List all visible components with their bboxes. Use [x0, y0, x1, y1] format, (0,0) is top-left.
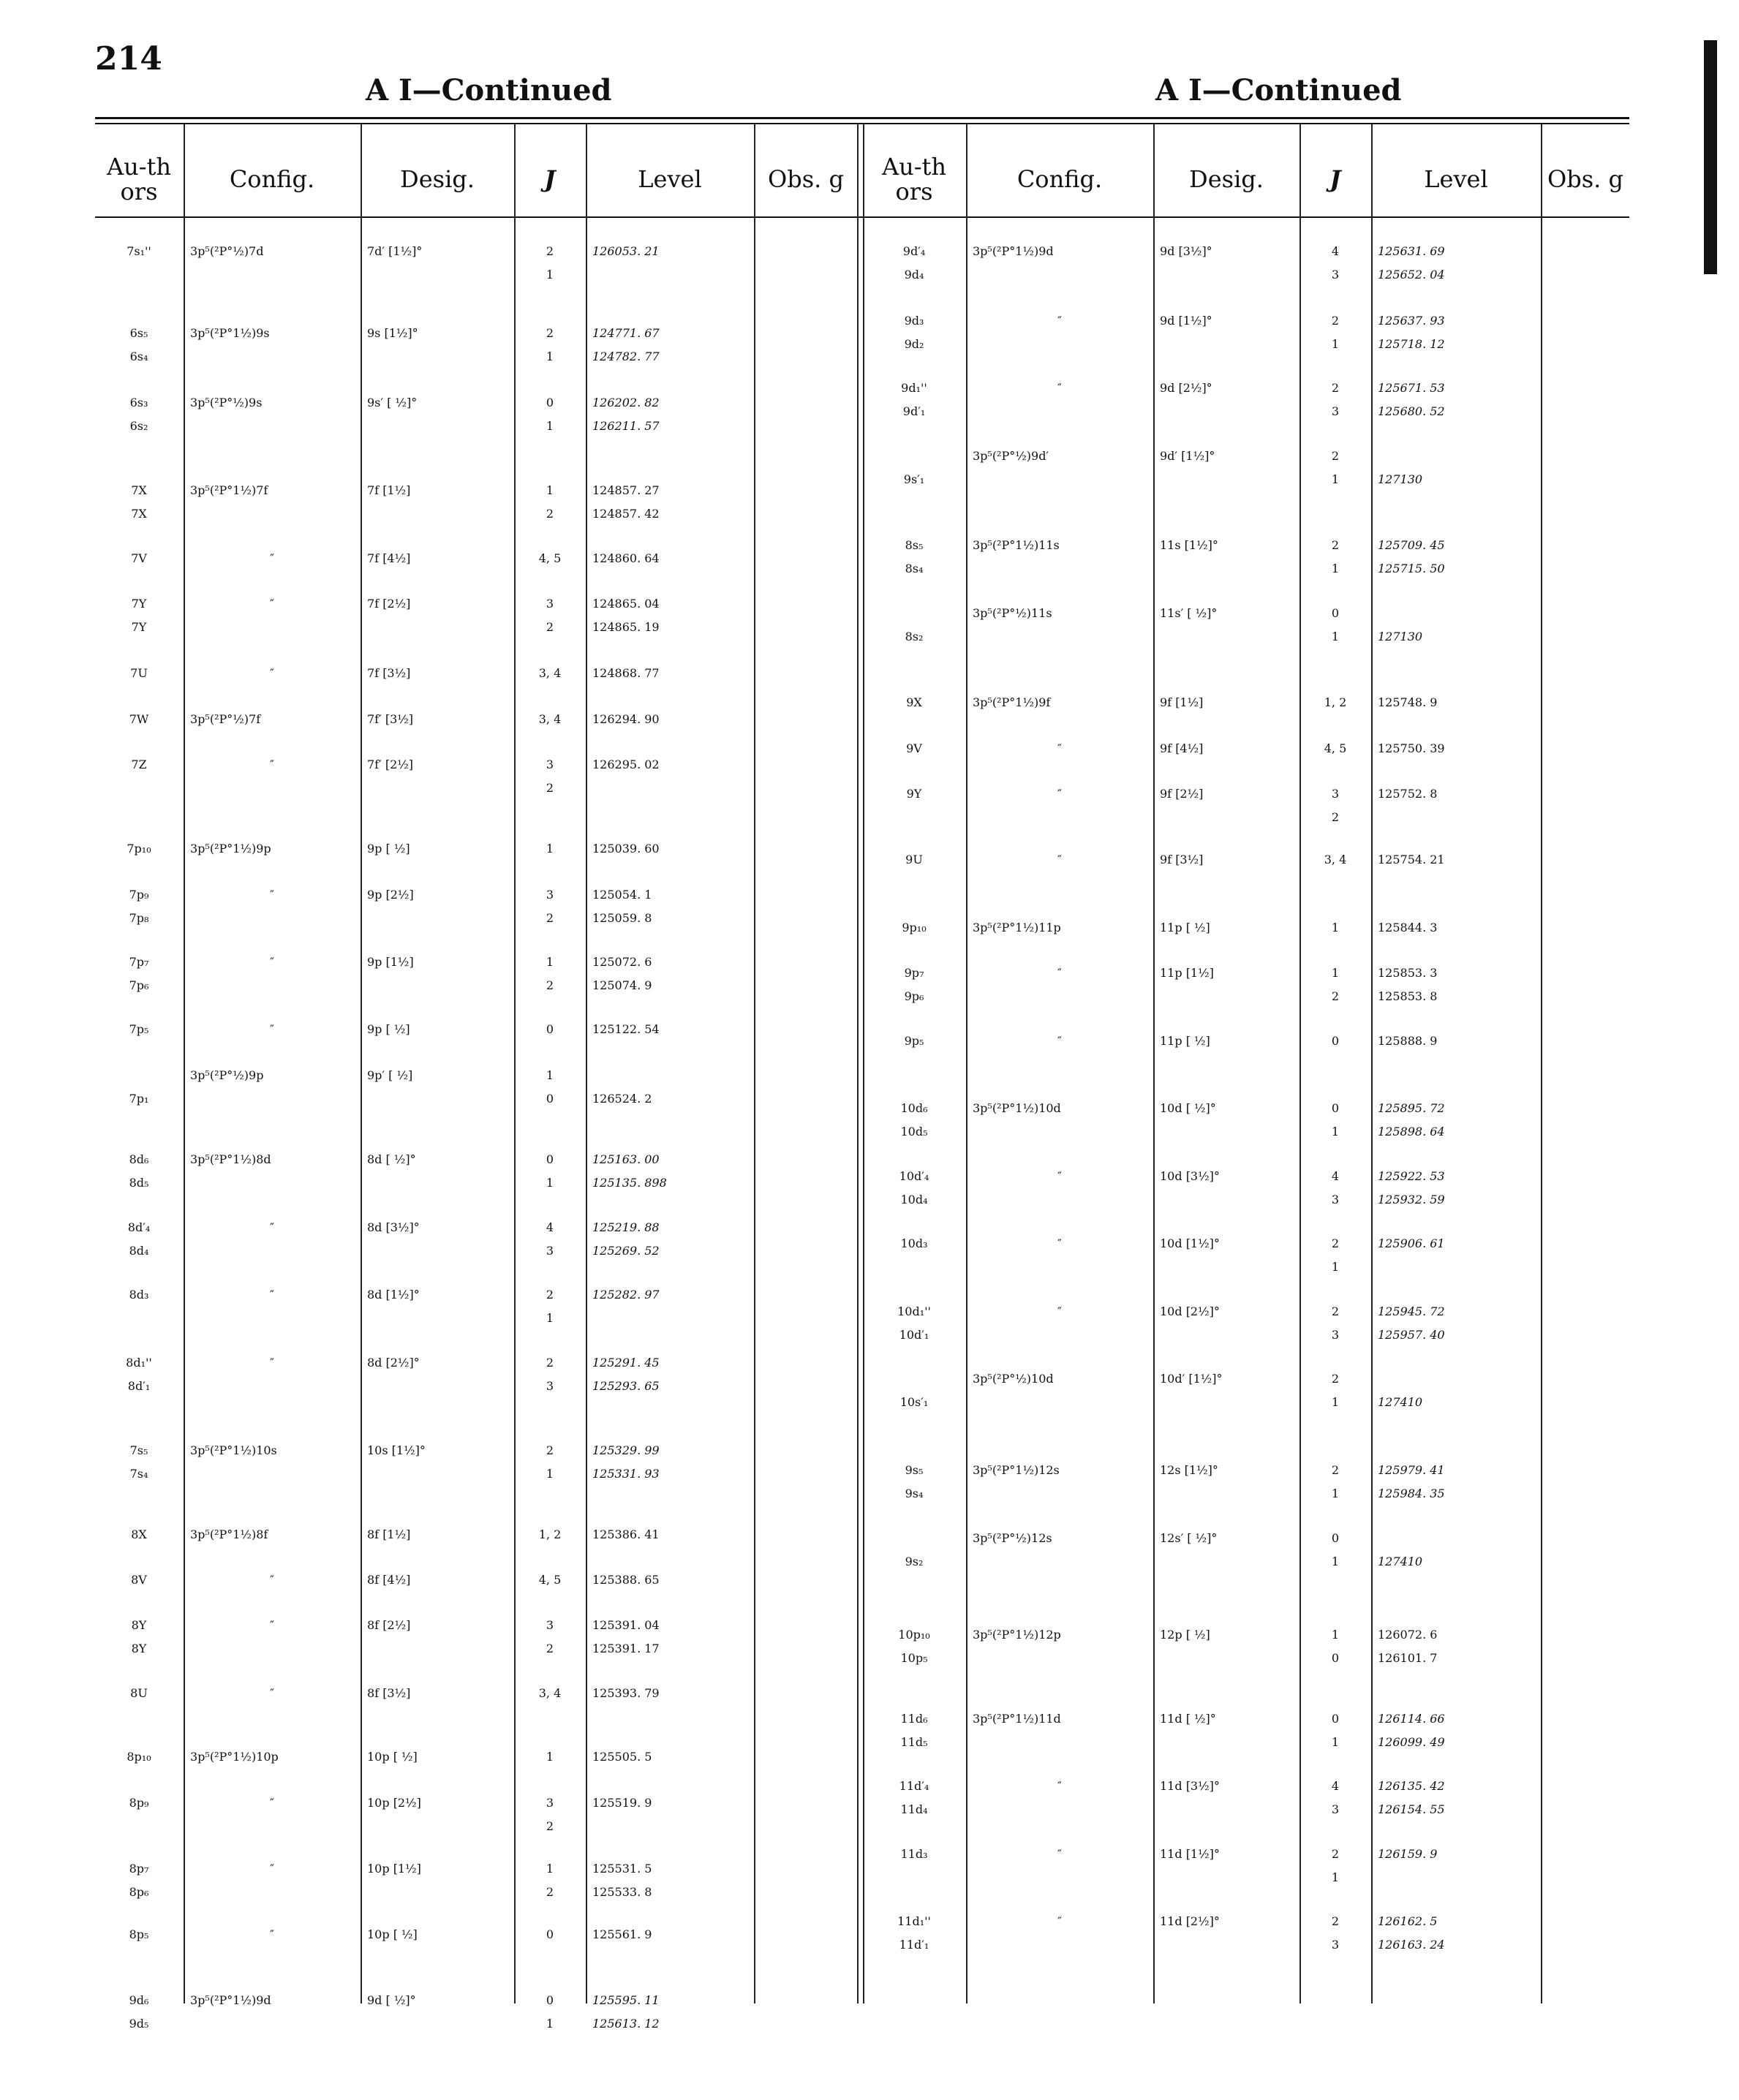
row-left-9-desig: 9p [ ½]: [367, 842, 410, 856]
row-right-12-authors: 9p₅: [904, 1034, 924, 1048]
row-left-4-desig: 7f [4½]: [367, 551, 411, 565]
row-left-22-level: 125393. 79: [592, 1686, 660, 1700]
row-right-10-desig: 11p [ ½]: [1160, 921, 1210, 934]
row-left-15-authors: 8d′₄ 8d₄: [127, 1220, 151, 1258]
row-right-7-j: 4, 5: [1324, 741, 1347, 755]
column-divider-right-0: [966, 124, 967, 2003]
row-left-1-j: 2 1: [546, 326, 554, 363]
row-left-3-desig: 7f [1½]: [367, 483, 411, 497]
row-left-27-authors: 9d₆ 9d₅: [129, 1993, 149, 2031]
column-divider-right-3: [1371, 124, 1373, 2003]
row-left-0-j: 2 1: [546, 244, 554, 282]
row-left-23-level: 125505. 5: [592, 1750, 652, 1764]
header-right-3: J: [1329, 165, 1341, 193]
row-right-17-config: 3p⁵(²P°½)10d: [973, 1372, 1054, 1386]
row-left-4-level: 124860. 64: [592, 551, 660, 565]
row-right-12-level: 125888. 9: [1378, 1034, 1438, 1048]
row-left-22-config: ″: [270, 1686, 274, 1700]
row-left-20-authors: 8V: [131, 1573, 147, 1587]
row-left-16-config: ″: [270, 1288, 274, 1302]
row-right-17-j: 2 1: [1331, 1372, 1340, 1409]
row-left-26-desig: 10p [ ½]: [367, 1927, 418, 1941]
row-right-20-level: 126072. 6 126101. 7: [1378, 1628, 1438, 1665]
row-right-10-level: 125844. 3: [1378, 921, 1438, 934]
row-right-15-desig: 10d [1½]°: [1160, 1236, 1220, 1250]
row-left-1-level: 124771. 67 124782. 77: [592, 326, 660, 363]
row-right-15-config: ″: [1057, 1236, 1062, 1250]
row-right-7-authors: 9V: [906, 741, 922, 755]
row-right-8-config: ″: [1057, 787, 1062, 801]
row-right-19-desig: 12s′ [ ½]°: [1160, 1531, 1218, 1545]
row-right-13-j: 0 1: [1331, 1101, 1340, 1138]
row-right-8-authors: 9Y: [906, 787, 922, 801]
row-right-18-level: 125979. 41 125984. 35: [1378, 1463, 1445, 1500]
row-right-12-j: 0: [1331, 1034, 1340, 1048]
header-left-4: Level: [638, 165, 702, 193]
row-left-18-authors: 7s₅ 7s₄: [129, 1443, 148, 1481]
row-left-9-level: 125039. 60: [592, 842, 660, 856]
row-left-12-j: 0: [546, 1022, 554, 1036]
row-right-4-config: 3p⁵(²P°1½)11s: [973, 538, 1060, 552]
row-left-2-config: 3p⁵(²P°½)9s: [190, 396, 263, 409]
row-right-0-authors: 9d′₄ 9d₄: [902, 244, 926, 282]
row-left-14-config: 3p⁵(²P°1½)8d: [190, 1152, 271, 1166]
row-right-16-config: ″: [1057, 1304, 1062, 1318]
row-left-19-level: 125386. 41: [592, 1527, 660, 1541]
row-left-23-j: 1: [546, 1750, 554, 1764]
row-right-22-desig: 11d [3½]°: [1160, 1779, 1220, 1793]
row-right-6-authors: 9X: [906, 695, 922, 709]
row-left-16-authors: 8d₃: [129, 1288, 149, 1302]
center-divider-1: [857, 124, 859, 2003]
row-left-27-j: 0 1: [546, 1993, 554, 2031]
row-left-19-desig: 8f [1½]: [367, 1527, 411, 1541]
row-left-24-j: 3 2: [546, 1796, 554, 1833]
row-right-14-desig: 10d [3½]°: [1160, 1169, 1220, 1183]
row-left-18-config: 3p⁵(²P°1½)10s: [190, 1443, 277, 1457]
row-left-5-authors: 7Y 7Y: [131, 597, 147, 634]
row-left-9-j: 1: [546, 842, 554, 856]
row-right-14-j: 4 3: [1331, 1169, 1340, 1206]
row-right-17-authors: 10s′₁: [899, 1395, 929, 1409]
row-right-12-desig: 11p [ ½]: [1160, 1034, 1210, 1048]
header-left-2: Desig.: [400, 165, 475, 193]
row-right-20-authors: 10p₁₀ 10p₅: [898, 1628, 930, 1665]
row-left-6-desig: 7f [3½]: [367, 666, 411, 680]
scan-edge-mark: [1704, 40, 1717, 274]
row-right-6-level: 125748. 9: [1378, 695, 1438, 709]
row-left-11-authors: 7p₇ 7p₆: [129, 955, 149, 992]
row-right-5-desig: 11s′ [ ½]°: [1160, 606, 1218, 620]
center-divider-2: [863, 124, 864, 2003]
row-left-10-desig: 9p [2½]: [367, 888, 414, 902]
row-right-1-desig: 9d [1½]°: [1160, 314, 1212, 328]
row-left-1-desig: 9s [1½]°: [367, 326, 418, 340]
row-left-21-config: ″: [270, 1618, 274, 1632]
row-right-21-config: 3p⁵(²P°1½)11d: [973, 1712, 1061, 1726]
row-left-17-config: ″: [270, 1356, 274, 1370]
row-right-14-config: ″: [1057, 1169, 1062, 1183]
row-right-1-config: ″: [1057, 314, 1062, 328]
column-divider-left-2: [514, 124, 516, 2003]
row-right-24-level: 126162. 5 126163. 24: [1378, 1914, 1445, 1952]
row-left-13-level: 126524. 2: [592, 1092, 652, 1106]
column-divider-left-0: [184, 124, 185, 2003]
top-rule-1: [95, 117, 1629, 119]
row-right-3-level: 127130: [1378, 472, 1423, 486]
row-left-1-authors: 6s₅ 6s₄: [129, 326, 148, 363]
row-right-24-desig: 11d [2½]°: [1160, 1914, 1220, 1928]
row-right-15-j: 2 1: [1331, 1236, 1340, 1274]
row-right-9-authors: 9U: [905, 853, 923, 866]
row-left-25-config: ″: [270, 1862, 274, 1876]
row-right-21-authors: 11d₆ 11d₅: [900, 1712, 928, 1749]
row-right-21-level: 126114. 66 126099. 49: [1378, 1712, 1445, 1749]
row-left-3-level: 124857. 27 124857. 42: [592, 483, 660, 521]
row-left-0-authors: 7s₁'': [127, 244, 151, 258]
row-left-16-level: 125282. 97: [592, 1288, 660, 1302]
row-right-1-authors: 9d₃ 9d₂: [904, 314, 924, 351]
row-right-5-config: 3p⁵(²P°½)11s: [973, 606, 1052, 620]
row-right-0-desig: 9d [3½]°: [1160, 244, 1212, 258]
row-right-22-j: 4 3: [1331, 1779, 1340, 1816]
header-right-5: Obs. g: [1547, 165, 1623, 193]
row-right-18-desig: 12s [1½]°: [1160, 1463, 1218, 1477]
row-right-21-desig: 11d [ ½]°: [1160, 1712, 1216, 1726]
row-left-17-j: 2 3: [546, 1356, 554, 1393]
row-right-24-authors: 11d₁'' 11d′₁: [897, 1914, 931, 1952]
row-left-12-desig: 9p [ ½]: [367, 1022, 410, 1036]
row-right-9-config: ″: [1057, 853, 1062, 866]
row-right-15-level: 125906. 61: [1378, 1236, 1445, 1250]
row-left-8-authors: 7Z: [131, 758, 147, 771]
row-left-14-j: 0 1: [546, 1152, 554, 1190]
row-right-0-level: 125631. 69 125652. 04: [1378, 244, 1445, 282]
row-right-7-level: 125750. 39: [1378, 741, 1445, 755]
row-left-19-j: 1, 2: [538, 1527, 562, 1541]
row-right-20-desig: 12p [ ½]: [1160, 1628, 1210, 1642]
row-left-26-level: 125561. 9: [592, 1927, 652, 1941]
row-left-19-authors: 8X: [131, 1527, 147, 1541]
row-right-11-desig: 11p [1½]: [1160, 966, 1214, 980]
row-right-6-j: 1, 2: [1324, 695, 1347, 709]
title-right: A I—Continued: [1155, 73, 1402, 107]
row-right-23-j: 2 1: [1331, 1847, 1340, 1884]
row-right-13-authors: 10d₆ 10d₅: [900, 1101, 928, 1138]
row-left-0-config: 3p⁵(²P°½)7d: [190, 244, 264, 258]
header-right-0: Au-thors: [882, 153, 946, 205]
row-left-22-desig: 8f [3½]: [367, 1686, 411, 1700]
row-left-18-desig: 10s [1½]°: [367, 1443, 426, 1457]
row-right-11-level: 125853. 3 125853. 8: [1378, 966, 1438, 1003]
page-number: 214: [95, 40, 162, 78]
header-right-4: Level: [1424, 165, 1488, 193]
row-right-14-level: 125922. 53 125932. 59: [1378, 1169, 1445, 1206]
row-left-25-authors: 8p₇ 8p₆: [129, 1862, 149, 1899]
row-right-17-level: 127410: [1378, 1395, 1423, 1409]
row-left-5-config: ″: [270, 597, 274, 611]
row-left-21-desig: 8f [2½]: [367, 1618, 411, 1632]
row-left-8-j: 3 2: [546, 758, 554, 795]
row-left-4-j: 4, 5: [538, 551, 562, 565]
row-left-8-level: 126295. 02: [592, 758, 660, 771]
header-rule: [95, 216, 1629, 218]
row-left-24-authors: 8p₉: [129, 1796, 149, 1810]
row-right-19-level: 127410: [1378, 1555, 1423, 1568]
row-right-3-j: 2 1: [1331, 449, 1340, 486]
row-left-15-desig: 8d [3½]°: [367, 1220, 420, 1234]
row-left-14-level: 125163. 00 125135. 898: [592, 1152, 667, 1190]
row-right-23-level: 126159. 9: [1378, 1847, 1438, 1861]
row-left-11-j: 1 2: [546, 955, 554, 992]
row-right-2-desig: 9d [2½]°: [1160, 381, 1212, 395]
row-left-10-j: 3 2: [546, 888, 554, 925]
row-right-10-config: 3p⁵(²P°1½)11p: [973, 921, 1061, 934]
row-right-18-authors: 9s₅ 9s₄: [905, 1463, 924, 1500]
row-left-9-config: 3p⁵(²P°1½)9p: [190, 842, 271, 856]
column-divider-left-4: [754, 124, 755, 2003]
row-left-10-config: ″: [270, 888, 274, 902]
row-left-2-level: 126202. 82 126211. 57: [592, 396, 660, 433]
row-left-15-j: 4 3: [546, 1220, 554, 1258]
row-left-3-authors: 7X 7X: [131, 483, 147, 521]
row-right-4-desig: 11s [1½]°: [1160, 538, 1218, 552]
row-left-12-level: 125122. 54: [592, 1022, 660, 1036]
row-left-10-level: 125054. 1 125059. 8: [592, 888, 652, 925]
row-right-21-j: 0 1: [1331, 1712, 1340, 1749]
row-left-27-desig: 9d [ ½]°: [367, 1993, 416, 2007]
row-left-17-authors: 8d₁'' 8d′₁: [126, 1356, 152, 1393]
row-left-7-level: 126294. 90: [592, 712, 660, 726]
row-left-21-authors: 8Y 8Y: [131, 1618, 147, 1655]
row-left-6-j: 3, 4: [538, 666, 562, 680]
row-left-2-desig: 9s′ [ ½]°: [367, 396, 418, 409]
row-left-6-authors: 7U: [130, 666, 148, 680]
row-right-11-authors: 9p₇ 9p₆: [904, 966, 924, 1003]
row-left-20-level: 125388. 65: [592, 1573, 660, 1587]
row-right-18-j: 2 1: [1331, 1463, 1340, 1500]
row-left-6-config: ″: [270, 666, 274, 680]
row-right-2-authors: 9d₁'' 9d′₁: [901, 381, 927, 418]
row-left-5-desig: 7f [2½]: [367, 597, 411, 611]
row-left-26-j: 0: [546, 1927, 554, 1941]
row-left-8-desig: 7f′ [2½]: [367, 758, 413, 771]
row-left-24-config: ″: [270, 1796, 274, 1810]
row-right-0-config: 3p⁵(²P°1½)9d: [973, 244, 1054, 258]
row-left-23-config: 3p⁵(²P°1½)10p: [190, 1750, 279, 1764]
column-divider-right-4: [1541, 124, 1542, 2003]
row-right-13-desig: 10d [ ½]°: [1160, 1101, 1216, 1115]
row-left-9-authors: 7p₁₀: [127, 842, 151, 856]
row-right-9-desig: 9f [3½]: [1160, 853, 1204, 866]
row-right-13-config: 3p⁵(²P°1½)10d: [973, 1101, 1061, 1115]
row-right-2-config: ″: [1057, 381, 1062, 395]
row-left-12-config: ″: [270, 1022, 274, 1036]
row-right-6-desig: 9f [1½]: [1160, 695, 1204, 709]
row-left-0-desig: 7d′ [1½]°: [367, 244, 423, 258]
row-left-20-desig: 8f [4½]: [367, 1573, 411, 1587]
top-rule-2: [95, 123, 1629, 124]
row-left-10-authors: 7p₉ 7p₈: [129, 888, 149, 925]
row-right-16-j: 2 3: [1331, 1304, 1340, 1342]
row-right-22-config: ″: [1057, 1779, 1062, 1793]
row-left-14-desig: 8d [ ½]°: [367, 1152, 416, 1166]
row-left-24-level: 125519. 9: [592, 1796, 652, 1810]
row-right-6-config: 3p⁵(²P°1½)9f: [973, 695, 1051, 709]
row-left-5-j: 3 2: [546, 597, 554, 634]
row-right-15-authors: 10d₃: [900, 1236, 928, 1250]
row-left-21-level: 125391. 04 125391. 17: [592, 1618, 660, 1655]
row-right-10-j: 1: [1331, 921, 1340, 934]
row-left-15-config: ″: [270, 1220, 274, 1234]
row-right-8-j: 3 2: [1331, 787, 1340, 824]
row-left-3-j: 1 2: [546, 483, 554, 521]
row-left-7-config: 3p⁵(²P°½)7f: [190, 712, 261, 726]
row-right-17-desig: 10d′ [1½]°: [1160, 1372, 1223, 1386]
header-left-0: Au-thors: [107, 153, 171, 205]
row-right-1-j: 2 1: [1331, 314, 1340, 351]
row-left-7-authors: 7W: [129, 712, 149, 726]
row-right-13-level: 125895. 72 125898. 64: [1378, 1101, 1445, 1138]
row-right-16-authors: 10d₁'' 10d′₁: [897, 1304, 931, 1342]
row-right-3-desig: 9d′ [1½]°: [1160, 449, 1215, 463]
row-right-20-config: 3p⁵(²P°1½)12p: [973, 1628, 1061, 1642]
column-divider-left-1: [361, 124, 362, 2003]
header-right-1: Config.: [1016, 165, 1103, 193]
header-right-2: Desig.: [1189, 165, 1264, 193]
row-left-17-level: 125291. 45 125293. 65: [592, 1356, 660, 1393]
title-left: A I—Continued: [366, 73, 612, 107]
row-right-23-config: ″: [1057, 1847, 1062, 1861]
row-left-12-authors: 7p₅: [129, 1022, 149, 1036]
row-left-19-config: 3p⁵(²P°1½)8f: [190, 1527, 268, 1541]
row-left-0-level: 126053. 21: [592, 244, 660, 258]
row-right-16-desig: 10d [2½]°: [1160, 1304, 1220, 1318]
row-left-2-authors: 6s₃ 6s₂: [129, 396, 148, 433]
row-right-3-config: 3p⁵(²P°½)9d′: [973, 449, 1049, 463]
row-left-6-level: 124868. 77: [592, 666, 660, 680]
row-right-14-authors: 10d′₄ 10d₄: [899, 1169, 929, 1206]
row-left-2-j: 0 1: [546, 396, 554, 433]
header-left-5: Obs. g: [768, 165, 844, 193]
row-right-3-authors: 9s′₁: [903, 472, 925, 486]
row-left-15-level: 125219. 88 125269. 52: [592, 1220, 660, 1258]
row-right-19-config: 3p⁵(²P°½)12s: [973, 1531, 1052, 1545]
row-right-9-j: 3, 4: [1324, 853, 1347, 866]
row-left-20-j: 4, 5: [538, 1573, 562, 1587]
row-left-13-desig: 9p′ [ ½]: [367, 1068, 413, 1082]
row-left-22-j: 3, 4: [538, 1686, 562, 1700]
row-right-9-level: 125754. 21: [1378, 853, 1445, 866]
row-right-2-level: 125671. 53 125680. 52: [1378, 381, 1445, 418]
row-right-24-config: ″: [1057, 1914, 1062, 1928]
row-left-27-level: 125595. 11 125613. 12: [592, 1993, 660, 2031]
row-left-25-level: 125531. 5 125533. 8: [592, 1862, 652, 1899]
row-right-7-desig: 9f [4½]: [1160, 741, 1204, 755]
row-left-7-j: 3, 4: [538, 712, 562, 726]
row-left-16-desig: 8d [1½]°: [367, 1288, 420, 1302]
row-right-23-desig: 11d [1½]°: [1160, 1847, 1220, 1861]
row-right-11-j: 1 2: [1331, 966, 1340, 1003]
row-left-22-authors: 8U: [130, 1686, 148, 1700]
row-right-2-j: 2 3: [1331, 381, 1340, 418]
row-right-18-config: 3p⁵(²P°1½)12s: [973, 1463, 1060, 1477]
row-right-5-authors: 8s₂: [905, 630, 924, 643]
row-right-8-level: 125752. 8: [1378, 787, 1438, 801]
column-divider-left-3: [586, 124, 587, 2003]
row-left-13-j: 1 0: [546, 1068, 554, 1106]
row-left-1-config: 3p⁵(²P°1½)9s: [190, 326, 270, 340]
row-right-4-j: 2 1: [1331, 538, 1340, 575]
row-left-26-config: ″: [270, 1927, 274, 1941]
row-right-23-authors: 11d₃: [900, 1847, 928, 1861]
row-left-4-config: ″: [270, 551, 274, 565]
header-left-3: J: [544, 165, 556, 193]
row-right-20-j: 1 0: [1331, 1628, 1340, 1665]
row-left-23-authors: 8p₁₀: [127, 1750, 151, 1764]
row-right-16-level: 125945. 72 125957. 40: [1378, 1304, 1445, 1342]
row-left-23-desig: 10p [ ½]: [367, 1750, 418, 1764]
row-left-4-authors: 7V: [131, 551, 147, 565]
row-left-25-desig: 10p [1½]: [367, 1862, 421, 1876]
row-right-5-level: 127130: [1378, 630, 1423, 643]
column-divider-right-1: [1153, 124, 1155, 2003]
row-right-11-config: ″: [1057, 966, 1062, 980]
row-left-17-desig: 8d [2½]°: [367, 1356, 420, 1370]
row-right-24-j: 2 3: [1331, 1914, 1340, 1952]
row-left-11-config: ″: [270, 955, 274, 969]
row-left-11-level: 125072. 6 125074. 9: [592, 955, 652, 992]
row-right-1-level: 125637. 93 125718. 12: [1378, 314, 1445, 351]
row-left-3-config: 3p⁵(²P°1½)7f: [190, 483, 268, 497]
row-left-21-j: 3 2: [546, 1618, 554, 1655]
row-left-18-j: 2 1: [546, 1443, 554, 1481]
row-right-10-authors: 9p₁₀: [902, 921, 927, 934]
header-left-1: Config.: [229, 165, 315, 193]
row-right-19-authors: 9s₂: [905, 1555, 924, 1568]
row-right-12-config: ″: [1057, 1034, 1062, 1048]
row-right-0-j: 4 3: [1331, 244, 1340, 282]
row-right-22-level: 126135. 42 126154. 55: [1378, 1779, 1445, 1816]
column-divider-right-2: [1299, 124, 1301, 2003]
row-left-13-config: 3p⁵(²P°½)9p: [190, 1068, 264, 1082]
row-left-20-config: ″: [270, 1573, 274, 1587]
row-left-8-config: ″: [270, 758, 274, 771]
row-left-11-desig: 9p [1½]: [367, 955, 414, 969]
row-left-13-authors: 7p₁: [129, 1092, 149, 1106]
row-left-5-level: 124865. 04 124865. 19: [592, 597, 660, 634]
row-left-25-j: 1 2: [546, 1862, 554, 1899]
row-right-19-j: 0 1: [1331, 1531, 1340, 1568]
row-right-22-authors: 11d′₄ 11d₄: [899, 1779, 929, 1816]
row-right-4-level: 125709. 45 125715. 50: [1378, 538, 1445, 575]
row-left-26-authors: 8p₅: [129, 1927, 149, 1941]
row-right-8-desig: 9f [2½]: [1160, 787, 1204, 801]
row-right-5-j: 0 1: [1331, 606, 1340, 643]
row-left-24-desig: 10p [2½]: [367, 1796, 421, 1810]
row-right-4-authors: 8s₅ 8s₄: [905, 538, 924, 575]
row-left-14-authors: 8d₆ 8d₅: [129, 1152, 149, 1190]
row-left-16-j: 2 1: [546, 1288, 554, 1325]
row-right-7-config: ″: [1057, 741, 1062, 755]
row-left-27-config: 3p⁵(²P°1½)9d: [190, 1993, 271, 2007]
row-left-18-level: 125329. 99 125331. 93: [592, 1443, 660, 1481]
row-left-7-desig: 7f′ [3½]: [367, 712, 413, 726]
